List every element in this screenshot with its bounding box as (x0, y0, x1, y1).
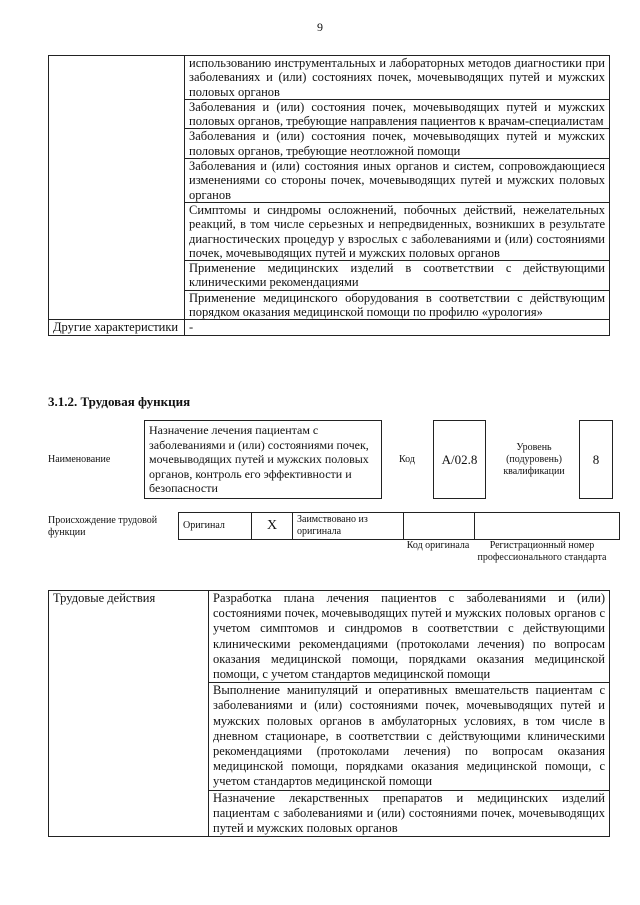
table-row: использованию инструментальных и лабораторных методов диагностики при заболеваниях и (или) состояниях почек, мочевыводящих путей и мужских половых органов (185, 56, 610, 100)
original-mark: X (252, 513, 293, 540)
table-row: Заболевания и (или) состояния иных органов и систем, сопровождающиеся изменениями со стороны почек, мочевыводящих путей и мужских половых органов (185, 159, 610, 203)
borrowed-label: Заимствовано из оригинала (293, 513, 404, 540)
labor-actions-label: Трудовые действия (49, 591, 209, 837)
function-name-box: Назначение лечения пациентам с заболеваниями и (или) состояниями почек, мочевыводящих путей и мужских половых органов, контроль его эффективности и безопасности (144, 420, 382, 499)
origin-label: Происхождение трудовой функции (48, 515, 158, 538)
table-row: Применение медицинского оборудования в соответствии с действующим порядком оказания медицинской помощи по профилю «урология» (185, 290, 610, 320)
original-code-cell (404, 513, 475, 540)
labor-actions-table (48, 590, 610, 837)
registration-number-caption: Регистрационный номер профессионального стандарта (477, 540, 607, 563)
table-row: Назначение лекарственных препаратов и медицинских изделий пациентам с заболеваниями и (или) состояниями почек, мочевыводящих путей и мужских половых органов (209, 790, 610, 837)
table-row: Заболевания и (или) состояния почек, мочевыводящих путей и мужских половых органов, требующие направления пациентов к врачам-специалистам (185, 99, 610, 129)
table-row: Разработка плана лечения пациентов с заболеваниями и (или) состояниями почек, мочевыводящих путей и мужских половых органов с учетом симптомов и синдромов в соответствии с действующими клиническими рекомендациями (протоколами лечения) по вопросам оказания медицинской помощи, порядками оказания медицинской помощи, с учетом стандартов медицинской помощи (209, 591, 610, 683)
knowledge-table-continuation (48, 55, 610, 336)
table-row: Применение медицинских изделий в соответствии с действующими клиническими рекомендациями (185, 261, 610, 291)
other-characteristics-label: Другие характеристики (49, 320, 185, 335)
level-box: 8 (579, 420, 613, 499)
name-label: Наименование (48, 454, 111, 465)
code-box: A/02.8 (433, 420, 486, 499)
origin-table (178, 512, 620, 540)
table-row: Симптомы и синдромы осложнений, побочных действий, нежелательных реакций, в том числе серьезных и непредвиденных, возникших в результате диагностических процедур у взрослых с заболеваниями и (или) состояниями почек, мочевыводящих путей и мужских половых органов (185, 202, 610, 260)
original-label: Оригинал (179, 513, 252, 540)
other-characteristics-value: - (185, 320, 610, 335)
level-label: Уровень (подуровень) квалификации (503, 442, 565, 477)
empty-label-cell (49, 56, 185, 320)
table-row: Заболевания и (или) состояния почек, мочевыводящих путей и мужских половых органов, требующие неотложной помощи (185, 129, 610, 159)
registration-number-cell (475, 513, 620, 540)
code-original-caption: Код оригинала (406, 540, 470, 551)
code-label: Код (399, 454, 415, 465)
table-row: Выполнение манипуляций и оперативных вмешательств пациентам с заболеваниями и (или) состояниями почек, мочевыводящих путей и мужских половых органов в амбулаторных условиях, в том числе в дневном стационаре, в соответствии с действующими клиническими рекомендациями (протоколами лечения) по вопросам оказания медицинской помощи, порядками оказания медицинской помощи, с учетом стандартов медицинской помощи (209, 683, 610, 790)
page-number: 9 (317, 20, 323, 34)
section-heading: 3.1.2. Трудовая функция (48, 394, 191, 409)
